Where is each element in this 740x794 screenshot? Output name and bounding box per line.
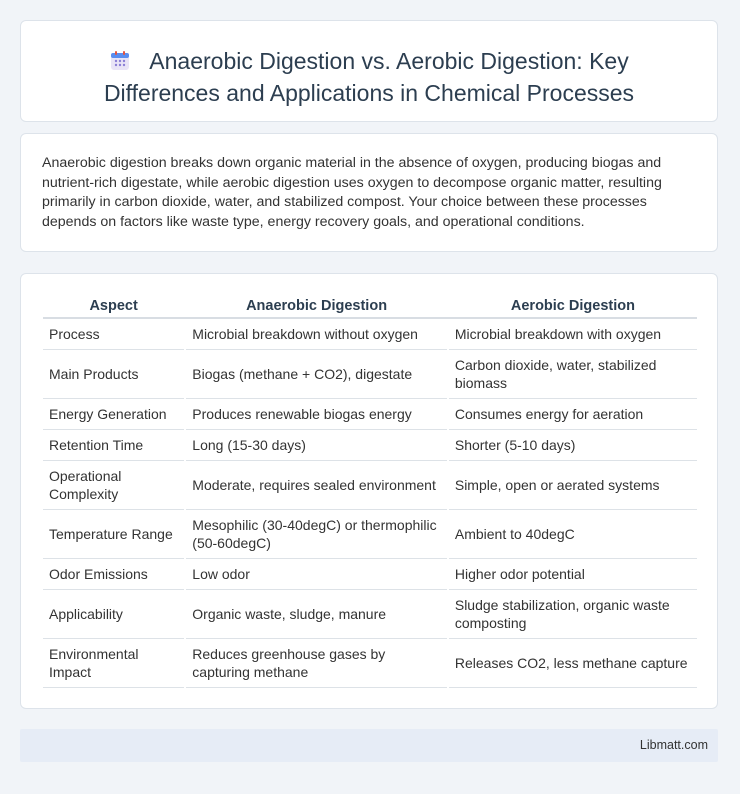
aspect-cell: Main Products — [43, 349, 185, 398]
anaerobic-cell: Microbial breakdown without oxygen — [185, 318, 448, 349]
aspect-cell: Temperature Range — [43, 509, 185, 558]
anaerobic-cell: Biogas (methane + CO2), digestate — [185, 349, 448, 398]
column-header-anaerobic: Anaerobic Digestion — [185, 296, 448, 318]
table-row — [43, 398, 697, 429]
table-row — [43, 318, 697, 349]
aspect-cell: Applicability — [43, 589, 185, 638]
table-row — [43, 638, 697, 687]
table-row — [43, 589, 697, 638]
comparison-card — [20, 273, 718, 709]
anaerobic-cell: Moderate, requires sealed environment — [185, 460, 448, 509]
aerobic-cell: Ambient to 40degC — [448, 509, 697, 558]
aspect-cell: Energy Generation — [43, 398, 185, 429]
aspect-cell: Process — [43, 318, 185, 349]
anaerobic-cell: Produces renewable biogas energy — [185, 398, 448, 429]
aspect-cell: Operational Complexity — [43, 460, 185, 509]
page-title — [21, 45, 717, 109]
aerobic-cell: Higher odor potential — [448, 558, 697, 589]
title-card — [20, 20, 718, 122]
anaerobic-cell: Low odor — [185, 558, 448, 589]
page-title-text: Anaerobic Digestion vs. Aerobic Digestion: Key Differences and Applications in Chemical Processes — [103, 48, 635, 106]
intro-paragraph: Anaerobic digestion breaks down organic material in the absence of oxygen, producing biogas and nutrient-rich digestate, while aerobic digestion uses oxygen to decompose organic matter, resulting primarily in carbon dioxide, water, and stabilized compost. Your choice between these processes depends on factors like waste type, energy recovery goals, and operational conditions. — [42, 155, 662, 230]
aerobic-cell: Shorter (5-10 days) — [448, 429, 697, 460]
footer — [20, 729, 718, 762]
column-header-aspect: Aspect — [43, 296, 185, 318]
table-row — [43, 349, 697, 398]
aerobic-cell: Microbial breakdown with oxygen — [448, 318, 697, 349]
aspect-cell: Retention Time — [43, 429, 185, 460]
aspect-cell: Odor Emissions — [43, 558, 185, 589]
comparison-table — [43, 296, 697, 688]
anaerobic-cell: Organic waste, sludge, manure — [185, 589, 448, 638]
table-row — [43, 509, 697, 558]
aerobic-cell: Releases CO2, less methane capture — [448, 638, 697, 687]
table-row — [43, 460, 697, 509]
calendar-icon — [109, 48, 131, 70]
table-row — [43, 558, 697, 589]
footer-brand[interactable]: Libmatt.com — [639, 738, 708, 752]
aerobic-cell: Carbon dioxide, water, stabilized biomass — [448, 349, 697, 398]
anaerobic-cell: Long (15-30 days) — [185, 429, 448, 460]
column-header-aerobic: Aerobic Digestion — [448, 296, 697, 318]
table-row — [43, 429, 697, 460]
aerobic-cell: Simple, open or aerated systems — [448, 460, 697, 509]
anaerobic-cell: Reduces greenhouse gases by capturing methane — [185, 638, 448, 687]
aerobic-cell: Consumes energy for aeration — [448, 398, 697, 429]
anaerobic-cell: Mesophilic (30-40degC) or thermophilic (50-60degC) — [185, 509, 448, 558]
intro-card — [20, 133, 718, 252]
aerobic-cell: Sludge stabilization, organic waste composting — [448, 589, 697, 638]
table-header-row — [43, 296, 697, 318]
aspect-cell: Environmental Impact — [43, 638, 185, 687]
